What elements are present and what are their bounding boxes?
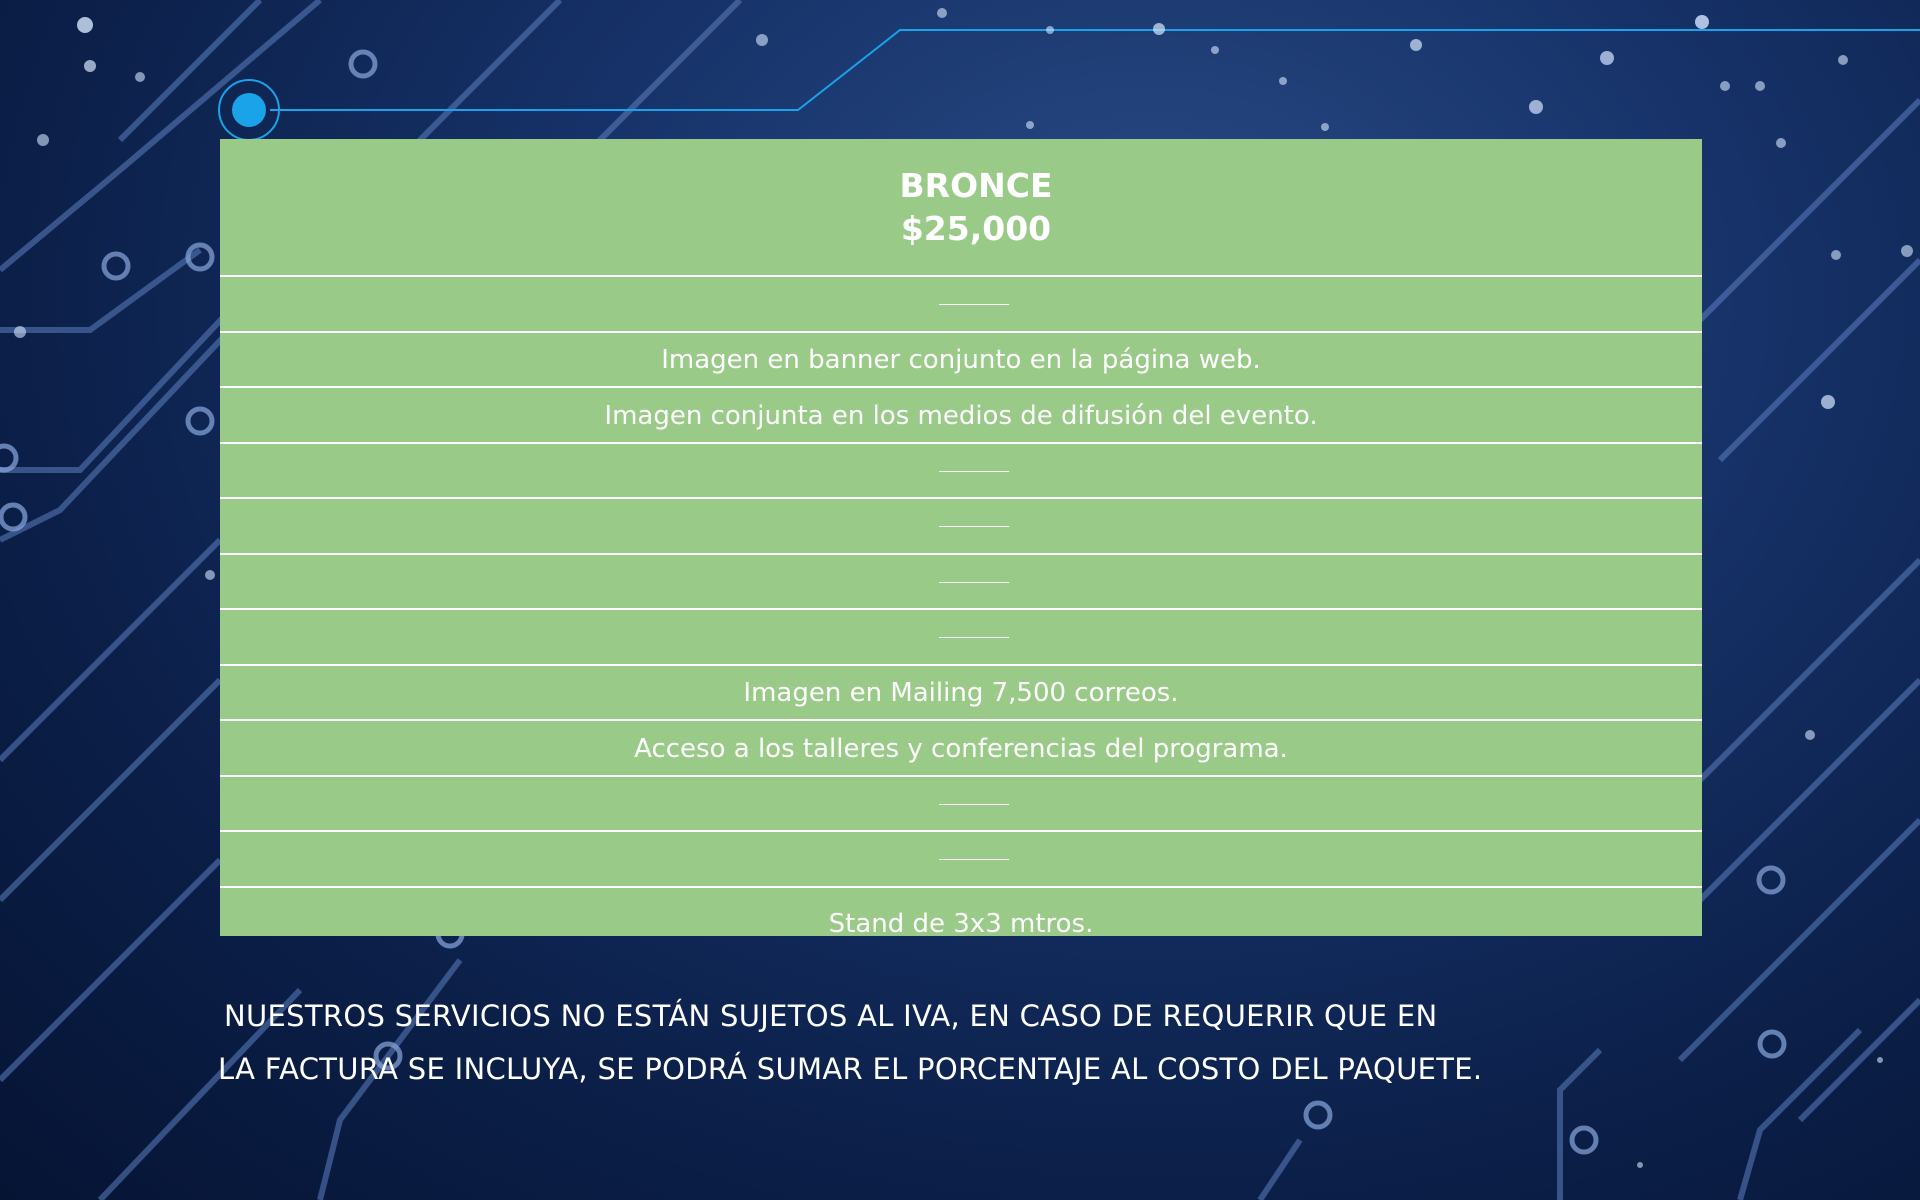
- not-included-dash: [939, 804, 1009, 805]
- benefit-row: [220, 388, 1702, 444]
- benefit-row: [220, 277, 1702, 333]
- benefit-row: [220, 499, 1702, 555]
- not-included-dash: [939, 859, 1009, 860]
- not-included-dash: [939, 582, 1009, 583]
- benefit-text: Imagen en banner conjunto en la página web.: [661, 345, 1261, 376]
- benefit-row: [220, 832, 1702, 888]
- tax-note-line-1: NUESTROS SERVICIOS NO ESTÁN SUJETOS AL IVA, EN CASO DE REQUERIR QUE EN: [224, 999, 1438, 1033]
- benefit-row: [220, 333, 1702, 389]
- not-included-dash: [939, 471, 1009, 472]
- benefit-row: [220, 610, 1702, 666]
- package-name: BRONCE: [899, 166, 1053, 205]
- not-included-dash: [939, 304, 1009, 305]
- benefit-row: [220, 666, 1702, 722]
- package-header: [220, 139, 1702, 275]
- benefit-text: Stand de 3x3 mtros.: [828, 908, 1094, 939]
- benefit-row: [220, 721, 1702, 777]
- benefit-list: [220, 275, 1702, 958]
- not-included-dash: [939, 637, 1009, 638]
- benefit-row: [220, 444, 1702, 500]
- tax-note-line-2: LA FACTURA SE INCLUYA, SE PODRÁ SUMAR EL PORCENTAJE AL COSTO DEL PAQUETE.: [218, 1052, 1483, 1086]
- not-included-dash: [939, 526, 1009, 527]
- benefit-row: [220, 555, 1702, 611]
- package-price: $25,000: [900, 209, 1052, 248]
- benefit-text: Imagen en Mailing 7,500 correos.: [743, 678, 1179, 709]
- benefit-row: [220, 777, 1702, 833]
- benefit-text: Acceso a los talleres y conferencias del programa.: [634, 733, 1288, 764]
- package-card: [220, 139, 1702, 939]
- benefit-row: [220, 888, 1702, 958]
- tax-note: [218, 990, 1718, 1096]
- benefit-text: Imagen conjunta en los medios de difusión del evento.: [604, 400, 1318, 431]
